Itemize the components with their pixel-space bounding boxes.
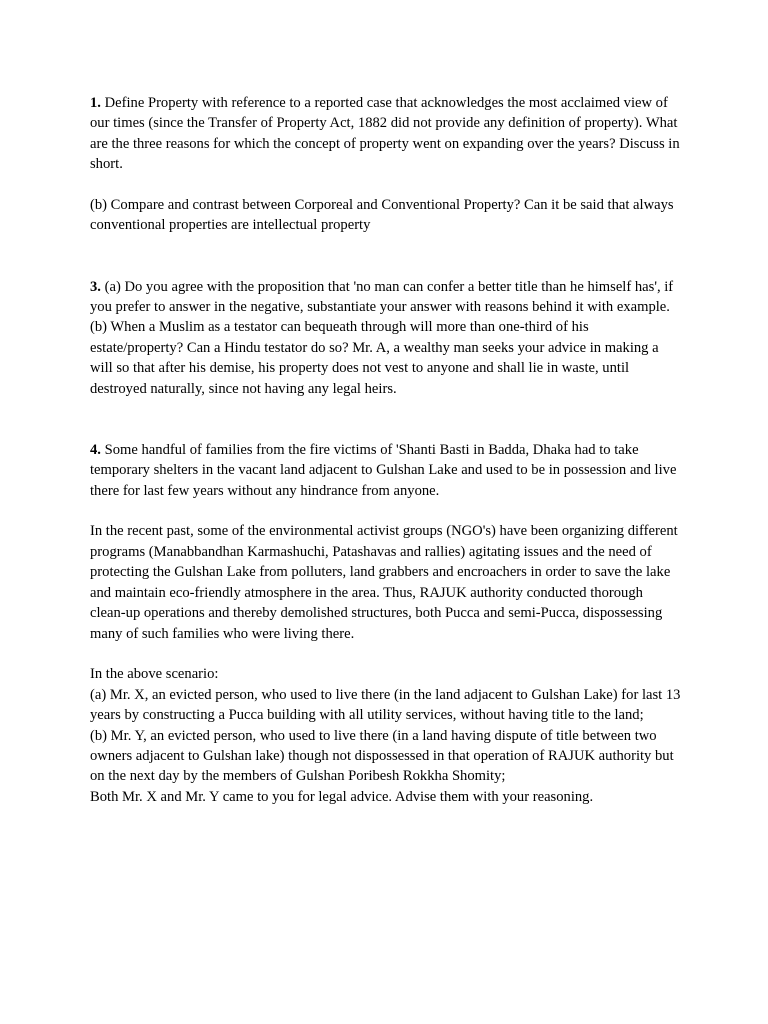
question-1-part-b-text: (b) Compare and contrast between Corporeal and Conventional Property? Can it be said that always conventional properties are intellectual property (90, 197, 674, 234)
question-1-text (90, 93, 682, 175)
question-4-intro-body: Some handful of families from the fire victims of 'Shanti Basti in Badda, Dhaka had to take temporary shelters in the vacant land adjacent to Gulshan Lake and used to be in possession and live there for last few years without any hindrance from anyone. (90, 441, 677, 499)
question-1-part-b (90, 195, 682, 236)
question-3-part-b: (b) When a Muslim as a testator can bequeath through will more than one-third of his estate/property? Can a Hindu testator do so? Mr. A, a wealthy man seeks your advice in making a will so that after his demise, his property does not vest to anyone and shall lie in waste, until destroyed naturally, since not having any legal heirs. (90, 319, 659, 397)
question-1 (90, 93, 682, 175)
question-1-body: Define Property with reference to a reported case that acknowledges the most acclaimed view of our times (since the Transfer of Property Act, 1882 did not provide any definition of property). What are the three reasons for which the concept of property went on expanding over the years? Discuss in short. (90, 95, 680, 173)
question-4-part-b: (b) Mr. Y, an evicted person, who used to live there (in a land having dispute of title between two owners adjacent to Gulshan lake) though not dispossessed in that operation of RAJUK authority but on the next day by the members of Gulshan Poribesh Rokkha Shomity; (90, 727, 674, 785)
question-3-number: 3. (90, 278, 101, 295)
question-4-closing: Both Mr. X and Mr. Y came to you for legal advice. Advise them with your reasoning. (90, 788, 594, 805)
document-page (90, 93, 682, 807)
question-4-paragraph-2: In the recent past, some of the environmental activist groups (NGO's) have been organizing different programs (Manabbandhan Karmashuchi, Patashavas and rallies) agitating issues and the need of protecting the Gulshan Lake from polluters, land grabbers and encroachers in order to save the lake and maintain eco-friendly atmosphere in the area. Thus, RAJUK authority conducted thorough clean-up operations and thereby demolished structures, both Pucca and semi-Pucca, dispossessing many of such families who were living there. (90, 523, 678, 642)
question-4 (90, 440, 682, 807)
question-3 (90, 277, 682, 399)
question-3-part-a (90, 277, 682, 318)
question-4-intro (90, 440, 682, 501)
question-1-number: 1. (90, 95, 101, 111)
question-4-scenario-intro: In the above scenario: (90, 666, 219, 683)
question-3-part-a-body: (a) Do you agree with the proposition that 'no man can confer a better title than he himself has', if you prefer to answer in the negative, substantiate your answer with reasons behind it with example. (90, 278, 674, 316)
question-4-part-a: (a) Mr. X, an evicted person, who used to live there (in the land adjacent to Gulshan Lake) for last 13 years by constructing a Pucca building with all utility services, without having title to the land; (90, 686, 681, 724)
question-4-number: 4. (90, 441, 101, 458)
